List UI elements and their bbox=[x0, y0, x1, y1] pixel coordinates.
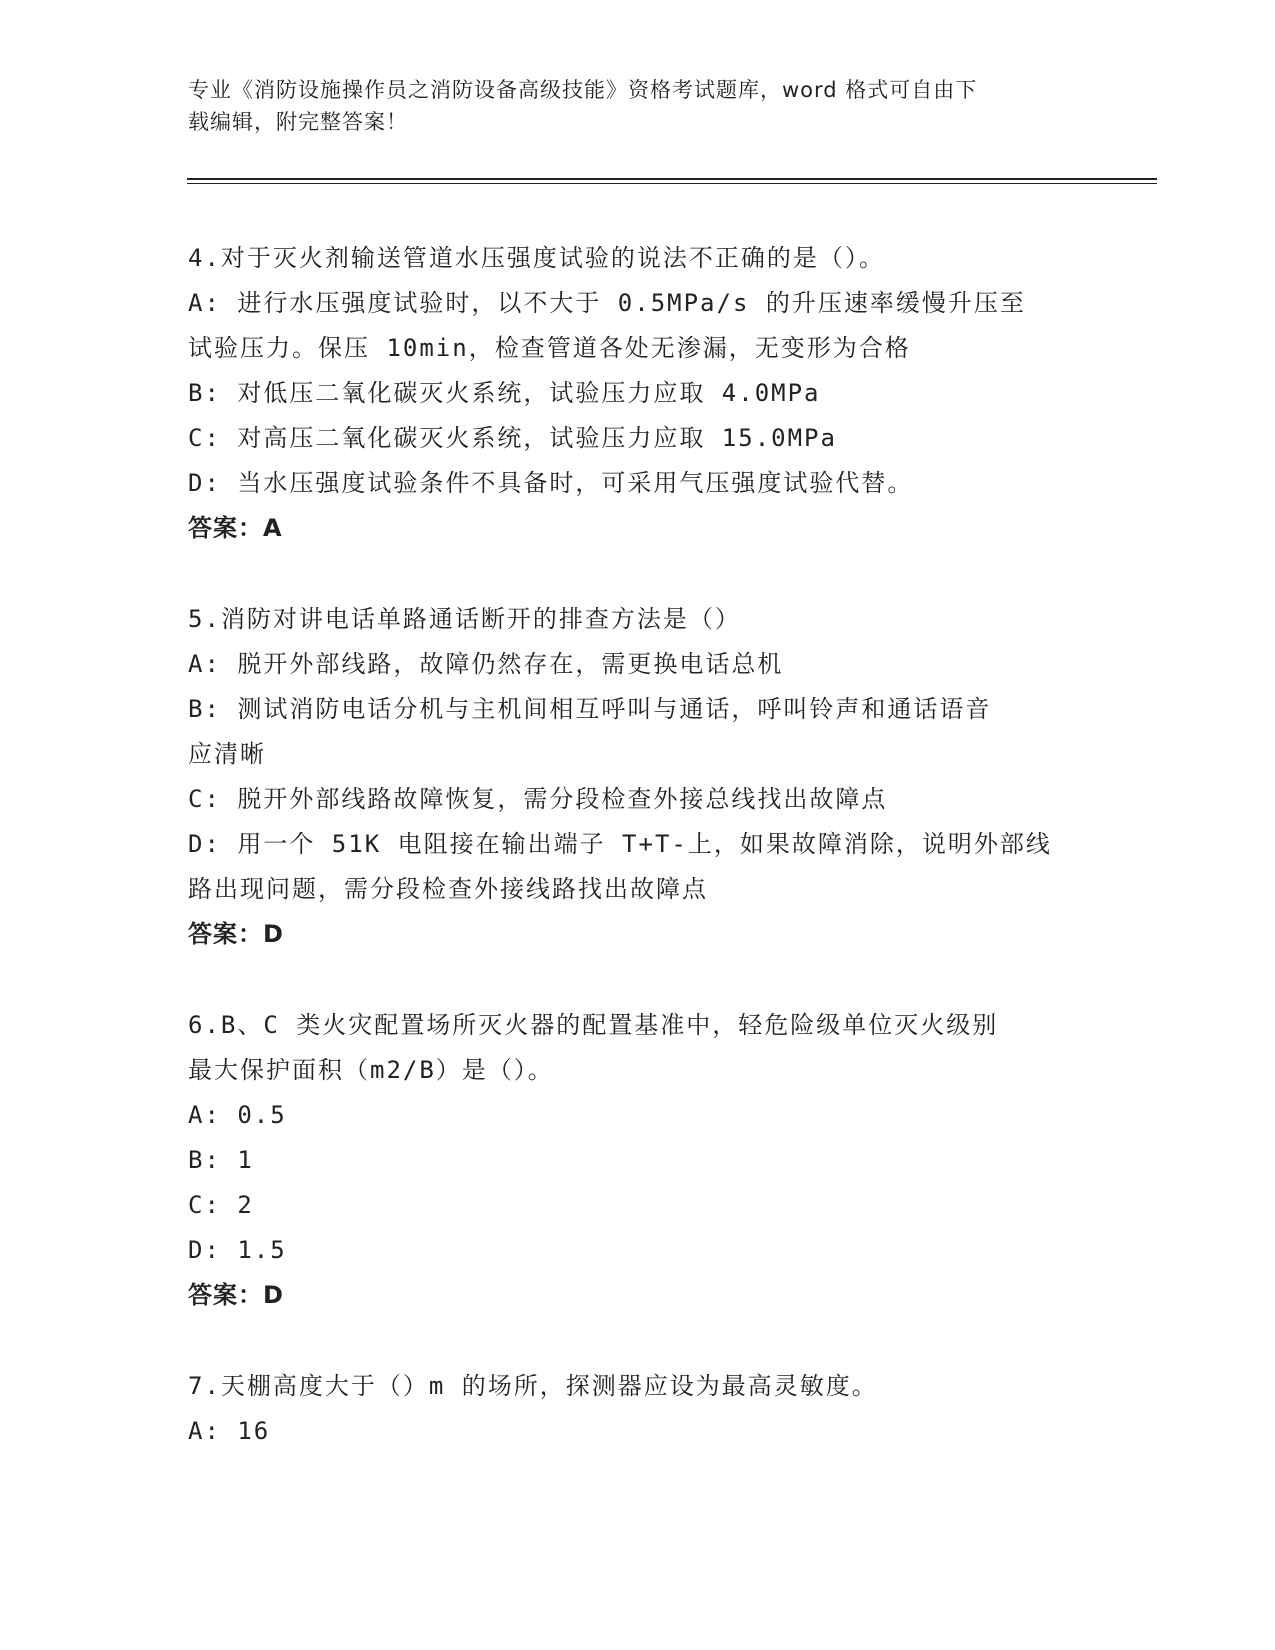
question-block bbox=[188, 236, 1088, 551]
option-a: A: 进行水压强度试验时，以不大于 0.5MPa/s 的升压速率缓慢升压至 bbox=[188, 289, 1026, 317]
header-rule-thick bbox=[187, 178, 1157, 180]
document-header bbox=[188, 74, 1088, 138]
header-rule-thin bbox=[187, 183, 1157, 184]
option-d-cont: 路出现问题，需分段检查外接线路找出故障点 bbox=[188, 875, 708, 903]
question-block bbox=[188, 1003, 1088, 1318]
option-a: A: 0.5 bbox=[188, 1101, 287, 1129]
question-block bbox=[188, 597, 1088, 957]
option-a-cont: 试验压力。保压 10min，检查管道各处无渗漏，无变形为合格 bbox=[188, 334, 911, 362]
option-c: C: 2 bbox=[188, 1191, 254, 1219]
answer-label: 答案：D bbox=[188, 1281, 284, 1309]
answer-label: 答案：D bbox=[188, 920, 284, 948]
question-stem: 4.对于灭火剂输送管道水压强度试验的说法不正确的是（）。 bbox=[188, 244, 885, 272]
option-b: B: 1 bbox=[188, 1146, 254, 1174]
option-b-cont: 应清晰 bbox=[188, 740, 266, 768]
question-stem: 7.天棚高度大于（）m 的场所，探测器应设为最高灵敏度。 bbox=[188, 1372, 878, 1400]
option-d: D: 1.5 bbox=[188, 1236, 287, 1264]
option-b: B: 对低压二氧化碳灭火系统，试验压力应取 4.0MPa bbox=[188, 379, 821, 407]
question-list bbox=[188, 236, 1088, 1454]
option-c: C: 对高压二氧化碳灭火系统，试验压力应取 15.0MPa bbox=[188, 424, 837, 452]
question-block bbox=[188, 1364, 1088, 1454]
option-a: A: 脱开外部线路，故障仍然存在，需更换电话总机 bbox=[188, 650, 784, 678]
question-stem: 5.消防对讲电话单路通话断开的排查方法是（） bbox=[188, 605, 741, 633]
question-stem-cont: 最大保护面积（m2/B）是（）。 bbox=[188, 1056, 554, 1084]
answer-label: 答案：A bbox=[188, 514, 283, 542]
header-line-2: 载编辑，附完整答案！ bbox=[188, 110, 408, 134]
option-b: B: 测试消防电话分机与主机间相互呼叫与通话，呼叫铃声和通话语音 bbox=[188, 695, 992, 723]
header-line-1: 专业《消防设施操作员之消防设备高级技能》资格考试题库，word 格式可自由下 bbox=[188, 78, 978, 102]
option-d: D: 用一个 51K 电阻接在输出端子 T+T-上，如果故障消除，说明外部线 bbox=[188, 830, 1052, 858]
option-c: C: 脱开外部线路故障恢复，需分段检查外接总线找出故障点 bbox=[188, 785, 888, 813]
option-a: A: 16 bbox=[188, 1417, 271, 1445]
question-stem: 6.B、C 类火灾配置场所灭火器的配置基准中，轻危险级单位灭火级别 bbox=[188, 1011, 999, 1039]
option-d: D: 当水压强度试验条件不具备时，可采用气压强度试验代替。 bbox=[188, 469, 914, 497]
